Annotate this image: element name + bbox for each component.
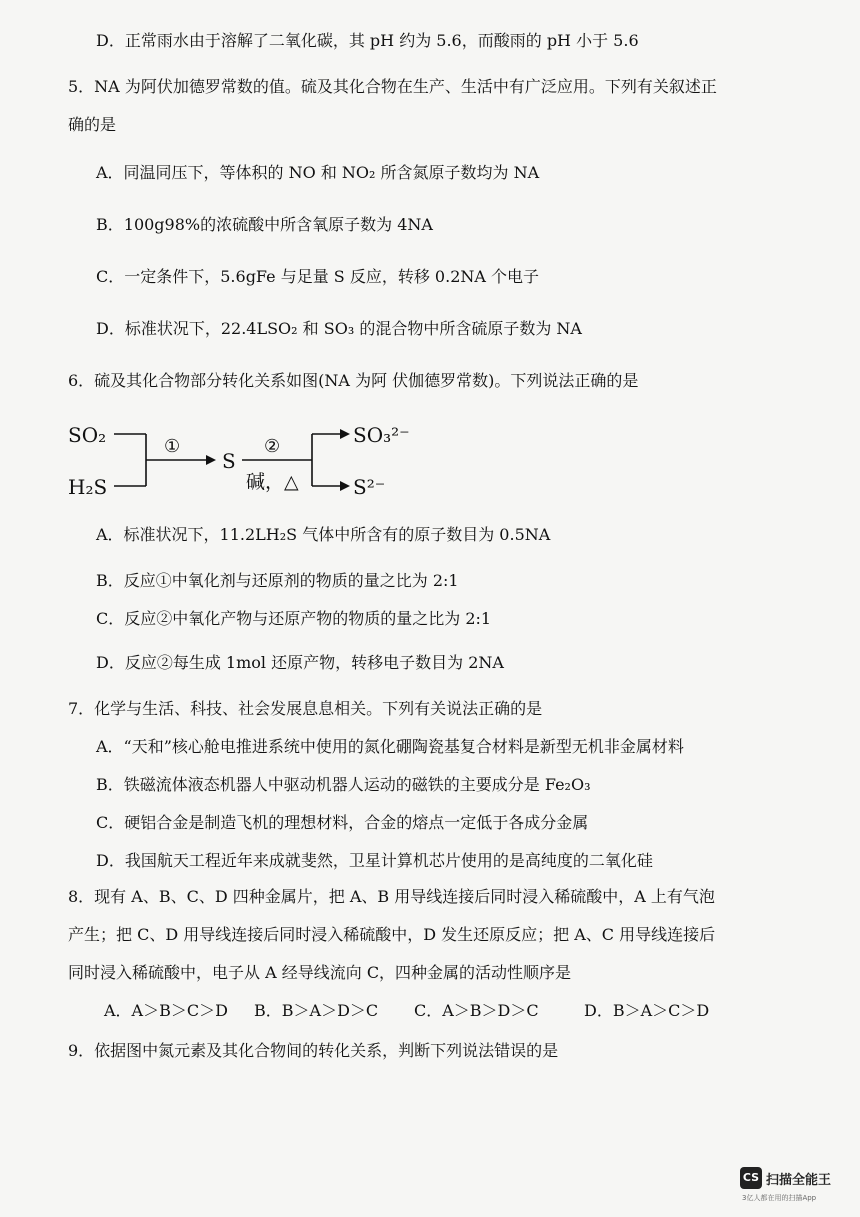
q8-choice-b: B．B＞A＞D＞C	[254, 1001, 379, 1020]
diagram-s2: S²⁻	[353, 475, 386, 499]
q7-stem: 7．化学与生活、科技、社会发展息息相关。下列有关说法正确的是	[68, 699, 543, 718]
q6-stem: 6．硫及其化合物部分转化关系如图(NA 为阿 伏伽德罗常数)。下列说法正确的是	[68, 371, 639, 390]
sulfur-conversion-diagram	[66, 416, 410, 504]
q5-option-a: A．同温同压下，等体积的 NO 和 NO₂ 所含氮原子数均为 NA	[96, 163, 540, 182]
watermark-subtitle: 3亿人都在用的扫描App	[742, 1194, 817, 1202]
diagram-so3: SO₃²⁻	[353, 423, 410, 447]
q7-option-a: A．“天和”核心舱电推进系统中使用的氮化硼陶瓷基复合材料是新型无机非金属材料	[96, 737, 684, 756]
q5-stem-line2: 确的是	[68, 115, 117, 134]
diagram-so2: SO₂	[68, 423, 107, 447]
q8-choice-c: C．A＞B＞D＞C	[414, 1001, 539, 1020]
q8-stem-line2: 产生；把 C、D 用导线连接后同时浸入稀硫酸中，D 发生还原反应；把 A、C 用导线连接后	[68, 925, 716, 944]
q7-option-c: C．硬铝合金是制造飞机的理想材料，合金的熔点一定低于各成分金属	[96, 813, 589, 832]
q4-option-d: D．正常雨水由于溶解了二氧化碳，其 pH 约为 5.6，而酸雨的 pH 小于 5.6	[96, 31, 639, 50]
camscanner-logo-icon: CS	[740, 1167, 762, 1189]
q5-option-b: B．100g98%的浓硫酸中所含氧原子数为 4NA	[96, 215, 433, 234]
q8-stem-line1: 8．现有 A、B、C、D 四种金属片，把 A、B 用导线连接后同时浸入稀硫酸中，A 上有气泡	[68, 887, 715, 906]
q8-stem-line3: 同时浸入稀硫酸中，电子从 A 经导线流向 C，四种金属的活动性顺序是	[68, 963, 572, 982]
diagram-step1: ①	[164, 436, 181, 457]
q6-option-d: D．反应②每生成 1mol 还原产物，转移电子数目为 2NA	[96, 653, 504, 672]
q8-choice-a: A．A＞B＞C＞D	[104, 1001, 228, 1020]
q6-option-a: A．标准状况下，11.2LH₂S 气体中所含有的原子数目为 0.5NA	[96, 525, 551, 544]
q6-option-c: C．反应②中氧化产物与还原产物的物质的量之比为 2:1	[96, 609, 492, 628]
q5-option-d: D．标准状况下，22.4LSO₂ 和 SO₃ 的混合物中所含硫原子数为 NA	[96, 319, 582, 338]
diagram-s: S	[222, 449, 236, 473]
q7-option-d: D．我国航天工程近年来成就斐然，卫星计算机芯片使用的是高纯度的二氧化硅	[96, 851, 653, 870]
q5-option-c: C．一定条件下，5.6gFe 与足量 S 反应，转移 0.2NA 个电子	[96, 267, 540, 286]
q8-choice-d: D．B＞A＞C＞D	[584, 1001, 710, 1020]
q6-option-b: B．反应①中氧化剂与还原剂的物质的量之比为 2:1	[96, 571, 459, 590]
diagram-condition: 碱，△	[246, 471, 299, 493]
q7-option-b: B．铁磁流体液态机器人中驱动机器人运动的磁铁的主要成分是 Fe₂O₃	[96, 775, 591, 794]
watermark-name: 扫描全能王	[766, 1173, 832, 1188]
scanner-watermark	[740, 1167, 852, 1207]
diagram-h2s: H₂S	[68, 475, 108, 499]
diagram-step2: ②	[264, 436, 281, 457]
q9-stem: 9．依据图中氮元素及其化合物间的转化关系，判断下列说法错误的是	[68, 1041, 559, 1060]
q5-stem-line1: 5．NA 为阿伏加德罗常数的值。硫及其化合物在生产、生活中有广泛应用。下列有关叙述正	[68, 77, 717, 96]
